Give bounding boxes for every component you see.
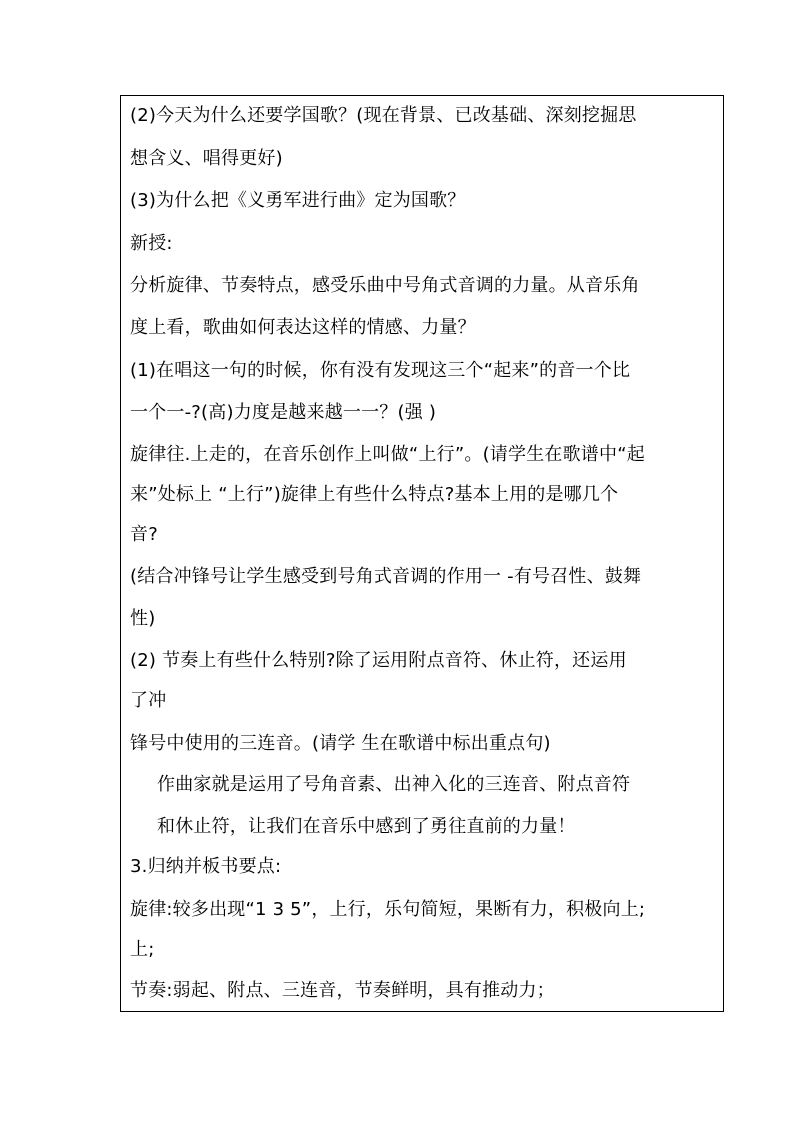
text-line-6: 度上看，歌曲如何表达这样的情感、力量？ — [130, 317, 476, 338]
text-line-7: (1)在唱这一句的时候，你有没有发现这三个“起来”的音一个比 — [130, 360, 631, 381]
text-line-2: 想含义、唱得更好) — [130, 148, 283, 169]
text-line-20: 旋律:较多出现“1 3 5”，上行，乐句简短，果断有力，积极向上; — [130, 899, 646, 920]
text-line-15: 了冲 — [130, 690, 167, 711]
text-line-5: 分析旋律、节奏特点，感受乐曲中号角式音调的力量。从音乐角 — [130, 275, 640, 296]
text-line-17: 作曲家就是运用了号角音素、出神入化的三连音、附点音符 — [157, 774, 631, 795]
text-line-16: 锋号中使用的三连音。(请学 生在歌谱中标出重点句) — [130, 733, 551, 754]
text-line-10: 来”处标上 “上行”)旋律上有些什么特点?基本上用的是哪几个 — [130, 484, 619, 505]
text-line-22: 节奏:弱起、附点、三连音，节奏鲜明，具有推动力； — [130, 980, 555, 1001]
text-line-21: 上; — [130, 939, 155, 960]
text-line-1: (2)今天为什么还要学国歌？(现在背景、已改基础、深刻挖掘思 — [130, 105, 637, 126]
text-line-19: 3.归纳并板书要点: — [130, 856, 282, 877]
text-line-14: (2) 节奏上有些什么特别?除了运用附点音符、休止符，还运用 — [130, 650, 627, 671]
text-line-11: 音? — [130, 524, 158, 545]
text-line-18: 和休止符，让我们在音乐中感到了勇往直前的力量！ — [157, 816, 576, 837]
text-line-4: 新授: — [130, 233, 173, 254]
text-line-3: (3)为什么把《义勇军进行曲》定为国歌？ — [130, 190, 466, 211]
text-line-9: 旋律往.上走的，在音乐创作上叫做“上行”。(请学生在歌谱中“起 — [130, 444, 645, 465]
text-line-13: 性) — [130, 608, 156, 629]
text-line-12: (结合冲锋号让学生感受到号角式音调的作用一 -有号召性、鼓舞 — [130, 566, 642, 587]
text-line-8: 一个一-?(高)力度是越来越一一？(强 ) — [130, 402, 437, 423]
